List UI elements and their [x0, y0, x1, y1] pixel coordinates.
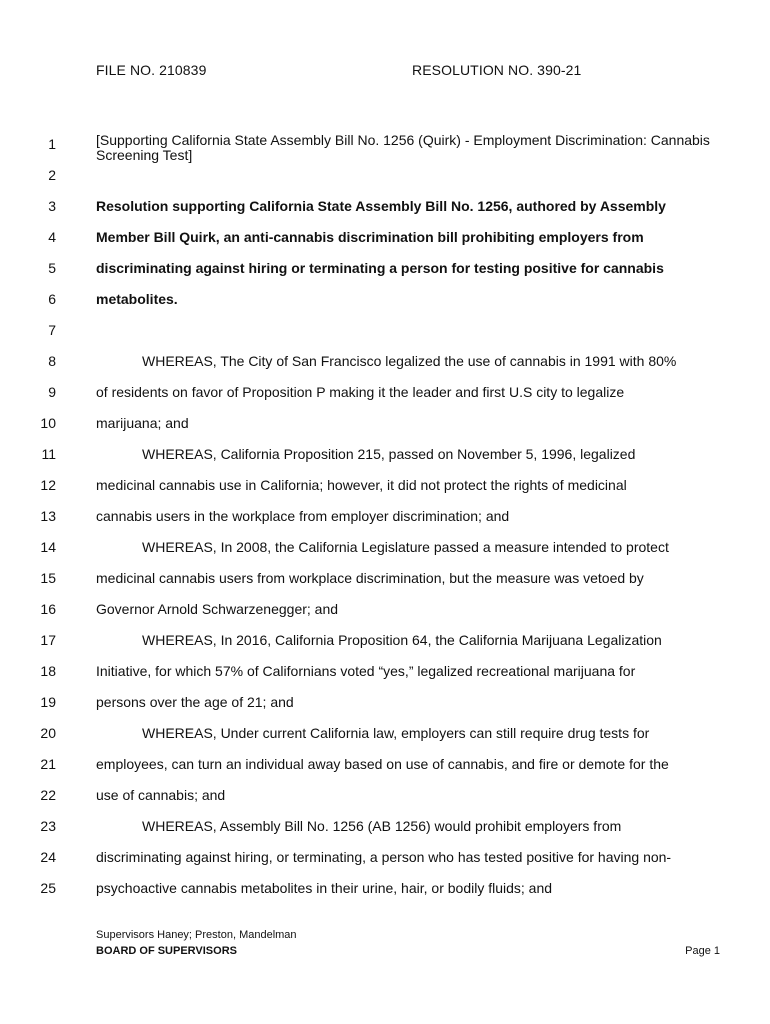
- line-number: 14: [40, 539, 56, 555]
- line-number: 12: [40, 477, 56, 493]
- line-number: 1: [48, 136, 56, 152]
- page-number: Page 1: [685, 945, 720, 957]
- title-line: Resolution supporting California State Assembly Bill No. 1256, authored by Assembly: [96, 198, 666, 214]
- body-line: of residents on favor of Proposition P making it the leader and first U.S city to legalize: [96, 384, 625, 400]
- line-number: 16: [40, 601, 56, 617]
- line-number: 18: [40, 663, 56, 679]
- footer-sponsors: Supervisors Haney; Preston, Mandelman: [96, 929, 297, 941]
- body-line: cannabis users in the workplace from employer discrimination; and: [96, 508, 510, 524]
- body-line: Governor Arnold Schwarzenegger; and: [96, 601, 339, 617]
- footer-board: BOARD OF SUPERVISORS: [96, 945, 237, 957]
- body-line: employees, can turn an individual away based on use of cannabis, and fire or demote for the: [96, 756, 669, 772]
- line-number: 11: [41, 446, 56, 462]
- line-number: 23: [40, 818, 56, 834]
- body-line: psychoactive cannabis metabolites in their urine, hair, or bodily fluids; and: [96, 880, 553, 896]
- line-number: 10: [40, 415, 56, 431]
- line-number: 8: [48, 353, 56, 369]
- body-line: WHEREAS, California Proposition 215, passed on November 5, 1996, legalized: [142, 446, 636, 462]
- line-number: 6: [48, 291, 56, 307]
- resolution-caption: [Supporting California State Assembly Bill No. 1256 (Quirk) - Employment Discrimination: Cannabis Screening Test]: [96, 132, 710, 163]
- line-number: 2: [48, 167, 56, 183]
- title-line: discriminating against hiring or terminating a person for testing positive for cannabis: [96, 260, 664, 276]
- title-line: metabolites.: [96, 291, 178, 307]
- line-number: 3: [48, 198, 56, 214]
- file-number: FILE NO. 210839: [96, 62, 207, 78]
- resolution-number: RESOLUTION NO. 390-21: [412, 62, 582, 78]
- title-line: Member Bill Quirk, an anti-cannabis discrimination bill prohibiting employers from: [96, 229, 644, 245]
- line-number: 7: [48, 322, 56, 338]
- body-line: WHEREAS, In 2008, the California Legislature passed a measure intended to protect: [142, 539, 669, 555]
- line-number: 15: [40, 570, 56, 586]
- body-line: Initiative, for which 57% of Californians voted “yes,” legalized recreational marijuana for: [96, 663, 636, 679]
- body-line: medicinal cannabis use in California; however, it did not protect the rights of medicinal: [96, 477, 627, 493]
- line-number: 25: [40, 880, 56, 896]
- line-number: 5: [48, 260, 56, 276]
- line-number: 9: [48, 384, 56, 400]
- body-line: use of cannabis; and: [96, 787, 226, 803]
- line-number: 17: [40, 632, 56, 648]
- body-line: WHEREAS, Assembly Bill No. 1256 (AB 1256) would prohibit employers from: [142, 818, 622, 834]
- body-line: WHEREAS, Under current California law, employers can still require drug tests for: [142, 725, 650, 741]
- body-line: discriminating against hiring, or terminating, a person who has tested positive for having non-: [96, 849, 672, 865]
- body-line: WHEREAS, In 2016, California Proposition 64, the California Marijuana Legalization: [142, 632, 662, 648]
- body-line: marijuana; and: [96, 415, 189, 431]
- line-number: 19: [40, 694, 56, 710]
- line-number: 13: [40, 508, 56, 524]
- line-number: 20: [40, 725, 56, 741]
- line-number: 4: [48, 229, 56, 245]
- line-number: 21: [40, 756, 56, 772]
- line-number: 22: [40, 787, 56, 803]
- body-line: WHEREAS, The City of San Francisco legalized the use of cannabis in 1991 with 80%: [142, 353, 677, 369]
- line-number: 24: [40, 849, 56, 865]
- body-line: medicinal cannabis users from workplace discrimination, but the measure was vetoed by: [96, 570, 644, 586]
- body-line: persons over the age of 21; and: [96, 694, 294, 710]
